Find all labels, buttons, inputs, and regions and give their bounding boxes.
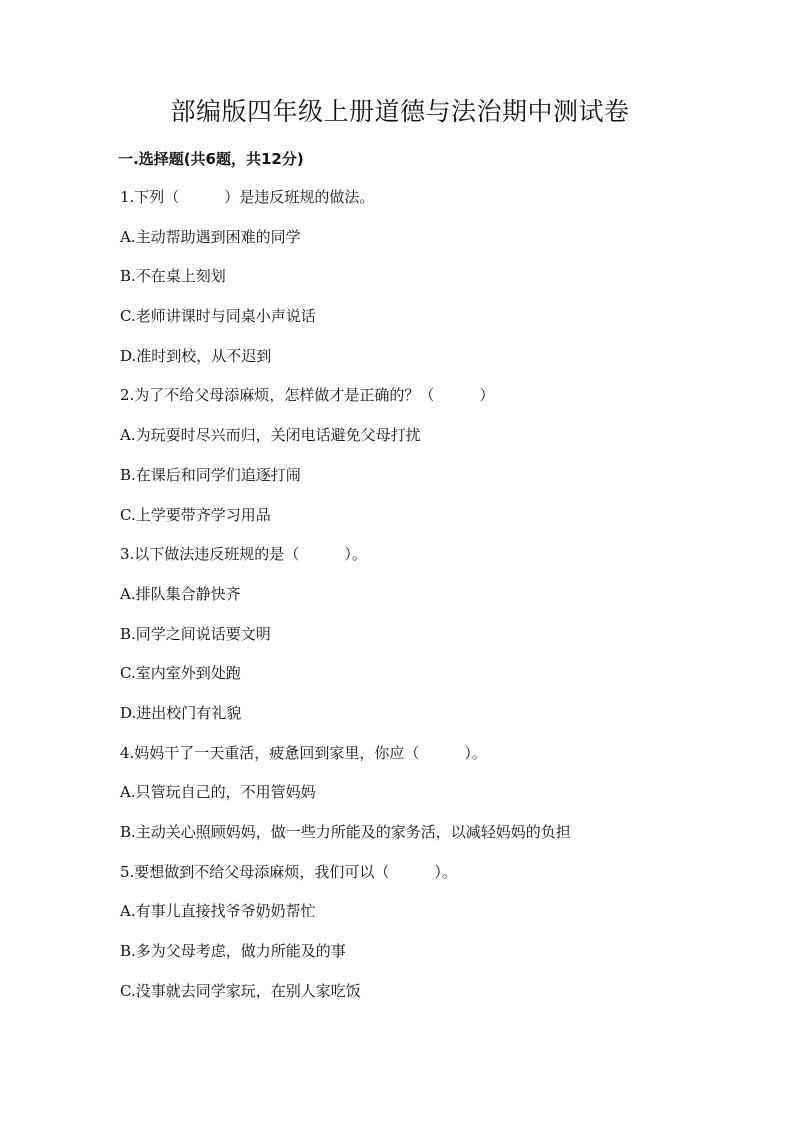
question-line: 1.下列（ ）是违反班规的做法。 [120, 188, 375, 206]
option-line: A.排队集合静快齐 [120, 584, 241, 603]
option-line: B.不在桌上刻划 [120, 267, 226, 286]
option-line: A.只管玩自己的，不用管妈妈 [120, 783, 316, 802]
option-line: C.老师讲课时与同桌小声说话 [120, 307, 316, 326]
option-line: A.主动帮助遇到困难的同学 [120, 227, 301, 246]
option-line: A.有事儿直接找爷爷奶奶帮忙 [120, 902, 316, 921]
option-line: C.室内室外到处跑 [120, 664, 241, 683]
page-title: 部编版四年级上册道德与法治期中测试卷 [170, 97, 630, 126]
section-heading: 一.选择题(共6题，共12分) [118, 150, 304, 168]
option-line: B.多为父母考虑，做力所能及的事 [120, 942, 346, 961]
option-line: D.准时到校，从不迟到 [120, 346, 272, 365]
question-line: 2.为了不给父母添麻烦，怎样做才是正确的？（ ） [120, 386, 495, 405]
option-line: B.主动关心照顾妈妈，做一些力所能及的家务活，以减轻妈妈的负担 [120, 823, 571, 841]
option-line: B.在课后和同学们追逐打闹 [120, 465, 301, 484]
option-line: C.上学要带齐学习用品 [120, 505, 271, 524]
option-line: A.为玩耍时尽兴而归，关闭电话避免父母打扰 [120, 426, 421, 445]
question-line: 4.妈妈干了一天重活，疲惫回到家里，你应（ ）。 [120, 743, 487, 762]
question-list [120, 187, 760, 1020]
question-line: 5.要想做到不给父母添麻烦，我们可以（ ）。 [120, 862, 457, 881]
option-line: D.进出校门有礼貌 [120, 703, 242, 722]
option-line: B.同学之间说话要文明 [120, 624, 271, 643]
question-line: 3.以下做法违反班规的是（ ）。 [120, 545, 367, 564]
option-line: C.没事就去同学家玩，在别人家吃饭 [120, 981, 361, 1000]
